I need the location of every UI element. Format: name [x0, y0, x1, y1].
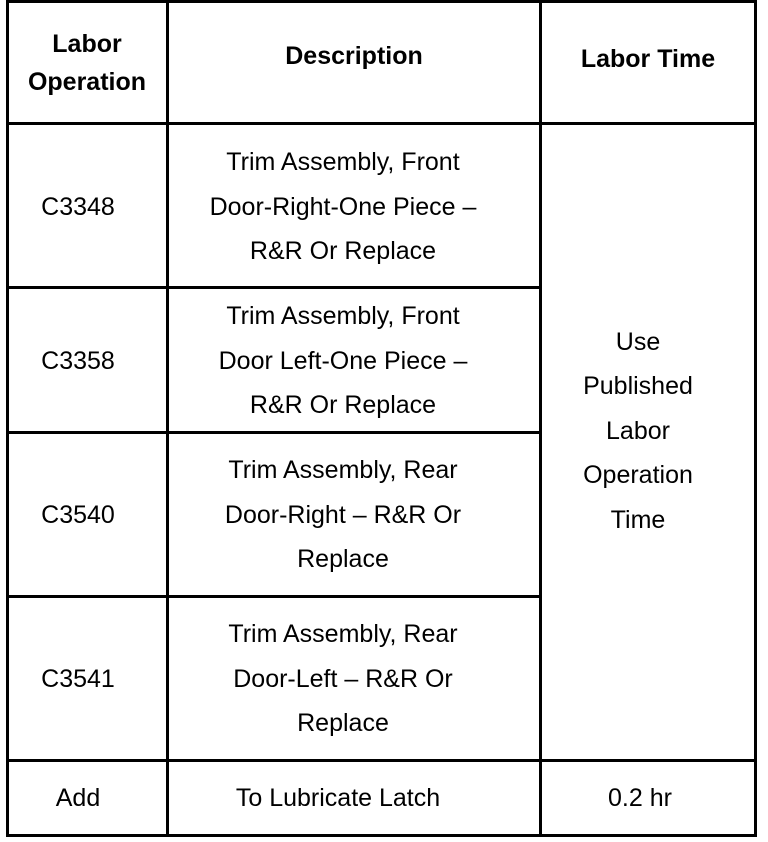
labor-operation-code: C3348	[41, 192, 115, 221]
labor-operation-code: C3540	[41, 500, 115, 529]
row-divider	[6, 759, 757, 762]
table-border-left	[6, 0, 9, 837]
header-description: Description	[285, 42, 423, 70]
header-labor-time: Labor Time	[580, 45, 716, 73]
footer-description: To Lubricate Latch	[235, 783, 441, 812]
table-border-bottom	[6, 834, 757, 837]
labor-description: Trim Assembly, Rear Door-Right – R&R Or Replace	[224, 456, 462, 574]
published-labor-time: Use Published Labor Operation Time	[583, 327, 693, 534]
column-divider	[539, 0, 542, 837]
table-border-right	[754, 0, 757, 837]
labor-description: Trim Assembly, Front Door Left-One Piece – R&R Or Replace	[218, 302, 468, 420]
row-divider	[6, 595, 542, 598]
header-labor-operation: Labor Operation	[27, 30, 147, 96]
footer-operation: Add	[55, 783, 101, 812]
column-divider	[166, 0, 169, 837]
labor-operation-code: C3541	[41, 664, 115, 693]
header-divider	[6, 122, 757, 125]
table-border-top	[6, 0, 757, 3]
labor-description: Trim Assembly, Front Door-Right-One Piece – R&R Or Replace	[209, 148, 477, 266]
labor-description: Trim Assembly, Rear Door-Left – R&R Or Replace	[228, 620, 458, 738]
row-divider	[6, 431, 542, 434]
row-divider	[6, 286, 542, 289]
labor-operation-code: C3358	[41, 346, 115, 375]
footer-time: 0.2 hr	[608, 783, 672, 812]
